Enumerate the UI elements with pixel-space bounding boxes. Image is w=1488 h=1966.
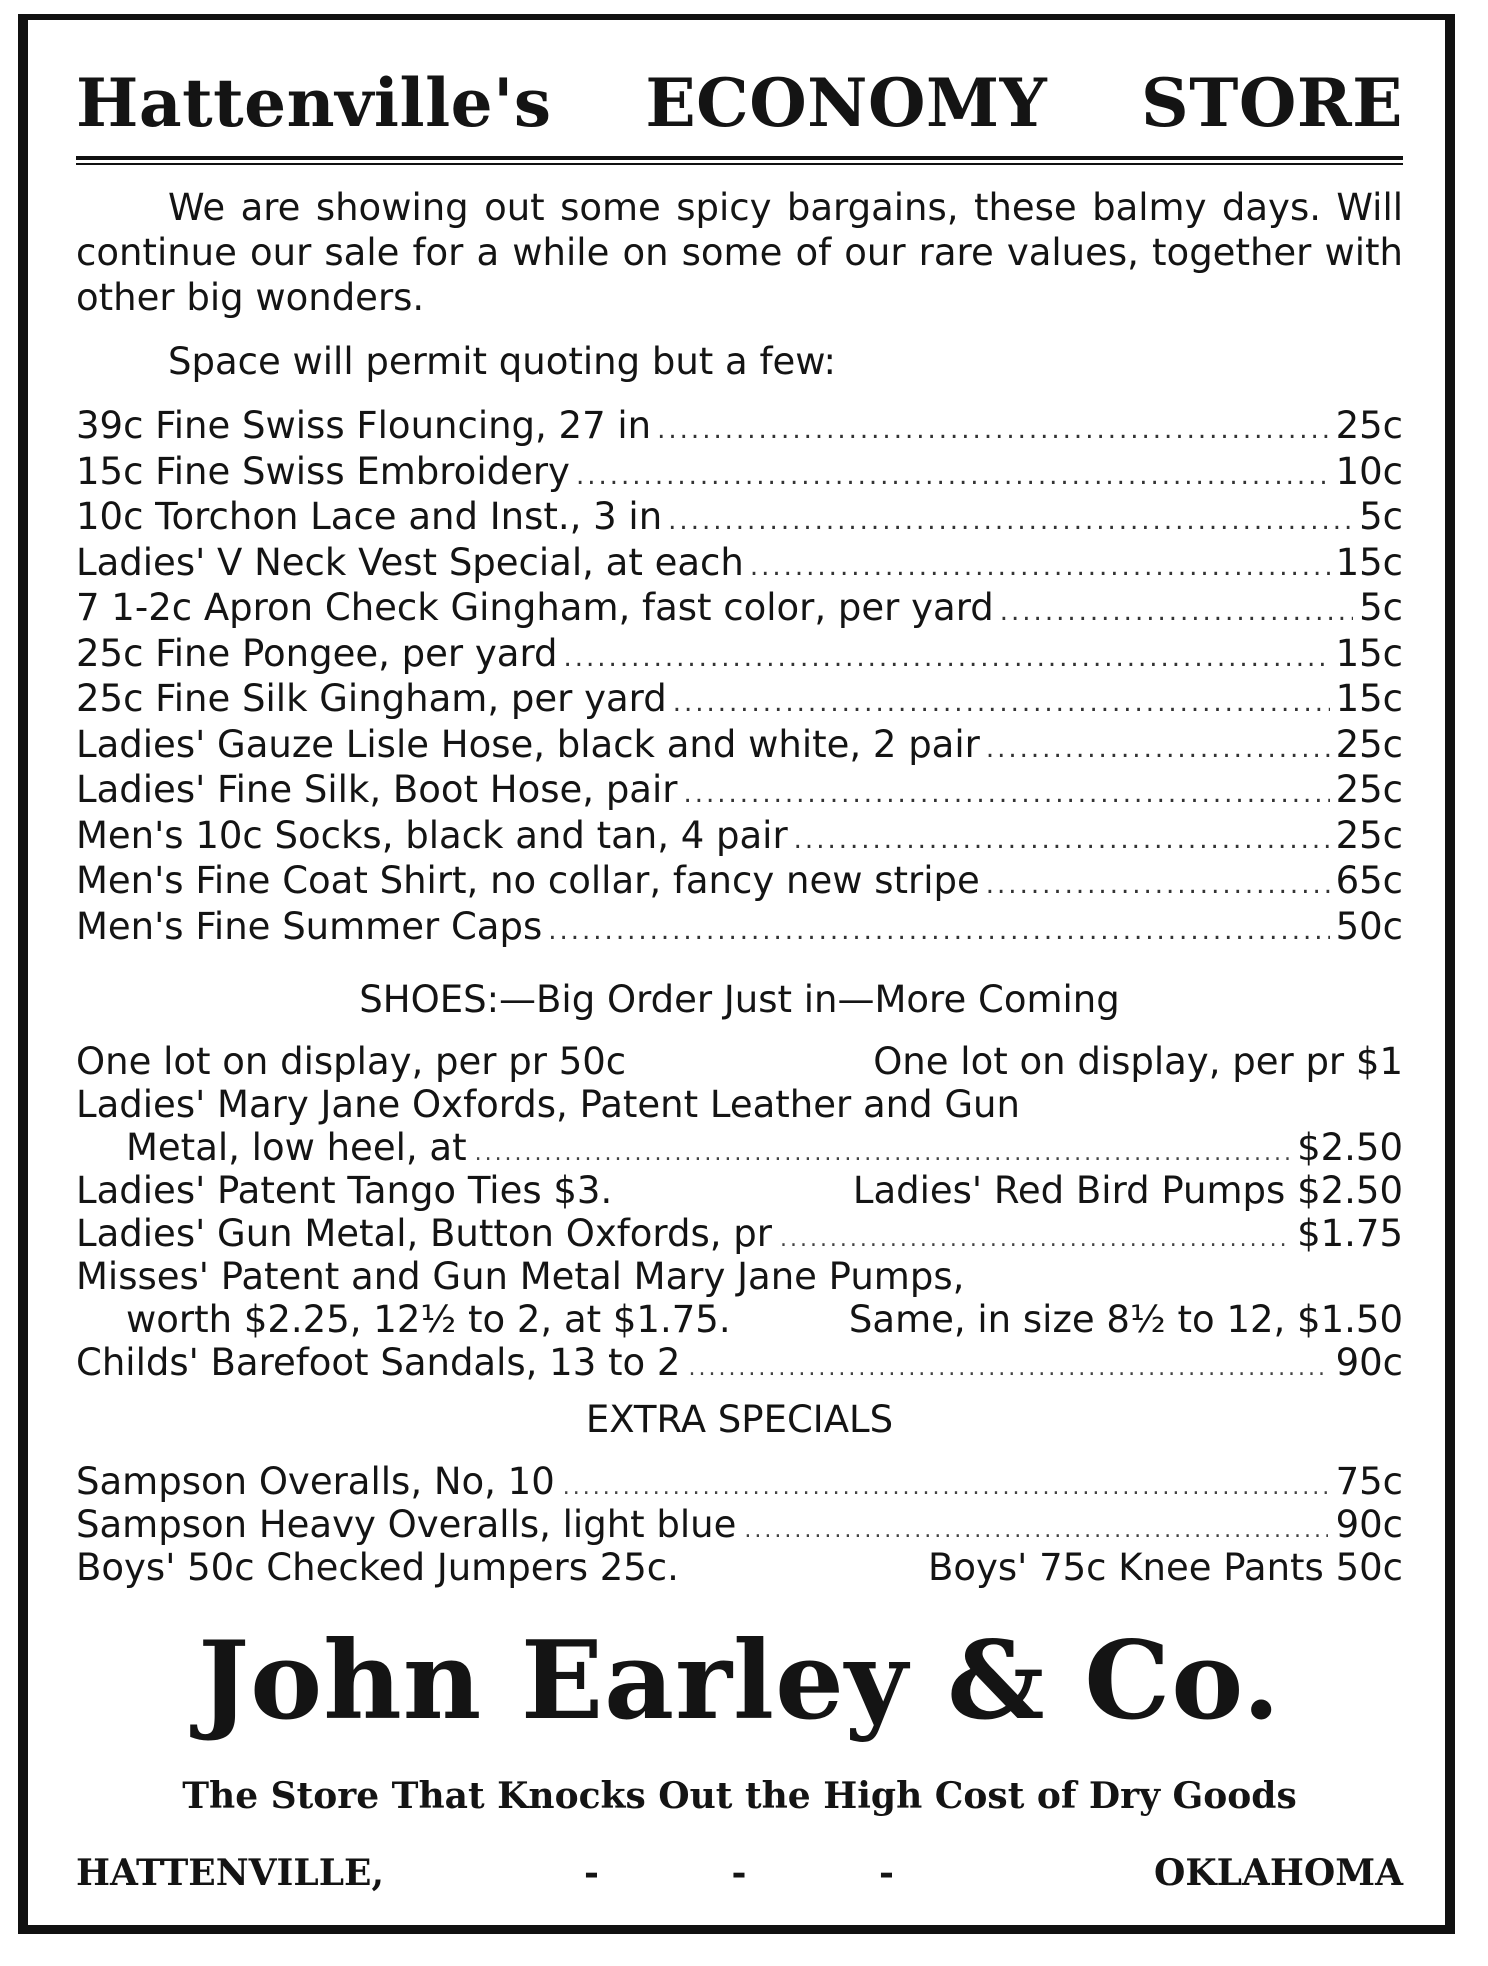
leader-dots bbox=[744, 1518, 1327, 1543]
item-name: Men's Fine Summer Caps bbox=[76, 904, 543, 948]
item-price: 10c bbox=[1335, 449, 1403, 493]
item-name: Ladies' Gauze Lisle Hose, black and white, 2 pair bbox=[76, 722, 980, 766]
heavy-overalls-line bbox=[76, 1503, 1403, 1546]
item-name: 10c Torchon Lace and Inst., 3 in bbox=[76, 495, 663, 538]
leader-dots bbox=[668, 506, 1353, 536]
leader-dots bbox=[683, 779, 1329, 809]
mary-jane-line1: Ladies' Mary Jane Oxfords, Patent Leather and Gun bbox=[76, 1083, 1020, 1126]
mary-jane-line2 bbox=[76, 1126, 1403, 1169]
overalls-line bbox=[76, 1460, 1403, 1503]
item-name: Men's Fine Coat Shirt, no collar, fancy new stripe bbox=[76, 859, 980, 902]
item-name: 25c Fine Silk Gingham, per yard bbox=[76, 677, 667, 720]
list-item bbox=[76, 632, 1403, 678]
heavy-overalls-text: Sampson Heavy Overalls, light blue bbox=[76, 1503, 737, 1546]
tango-right: Ladies' Red Bird Pumps $2.50 bbox=[852, 1169, 1403, 1212]
sandals-line bbox=[76, 1341, 1403, 1384]
item-name: 25c Fine Pongee, per yard bbox=[76, 631, 558, 675]
misses-line2 bbox=[76, 1298, 1403, 1341]
extras-section bbox=[76, 1460, 1403, 1589]
headline bbox=[76, 64, 1403, 142]
item-price: 50c bbox=[1335, 904, 1403, 948]
boys-line bbox=[76, 1546, 1403, 1589]
list-item bbox=[76, 586, 1403, 632]
item-price: 15c bbox=[1335, 540, 1403, 584]
footer-separator: - - - bbox=[584, 1852, 954, 1894]
misses-line1: Misses' Patent and Gun Metal Mary Jane Pumps, bbox=[76, 1255, 965, 1298]
list-item bbox=[76, 404, 1403, 450]
overalls-text: Sampson Overalls, No, 10 bbox=[76, 1460, 555, 1503]
footer-state: OKLAHOMA bbox=[1153, 1852, 1403, 1894]
leader-dots bbox=[780, 1227, 1289, 1252]
list-item bbox=[76, 905, 1403, 951]
item-name: 39c Fine Swiss Flouncing, 27 in bbox=[76, 404, 652, 447]
button-oxfords-price: $1.75 bbox=[1297, 1212, 1403, 1255]
list-item bbox=[76, 677, 1403, 723]
list-item bbox=[76, 495, 1403, 541]
sandals-price: 90c bbox=[1335, 1341, 1403, 1384]
item-price: 25c bbox=[1335, 722, 1403, 766]
button-oxfords-text: Ladies' Gun Metal, Button Oxfords, pr bbox=[76, 1212, 772, 1255]
list-item bbox=[76, 814, 1403, 860]
heavy-overalls-price: 90c bbox=[1335, 1503, 1403, 1546]
tango-left: Ladies' Patent Tango Ties $3. bbox=[76, 1169, 613, 1212]
leader-dots bbox=[475, 1141, 1289, 1166]
advertisement-frame bbox=[18, 14, 1455, 1934]
item-price: 25c bbox=[1335, 768, 1403, 811]
knee-pants-text: Boys' 75c Knee Pants 50c bbox=[927, 1546, 1403, 1589]
display-left: One lot on display, per pr 50c bbox=[76, 1040, 627, 1083]
headline-center: ECONOMY bbox=[645, 64, 1048, 142]
item-price: 5c bbox=[1359, 586, 1403, 629]
item-price: 5c bbox=[1359, 495, 1403, 538]
advertisement-content bbox=[76, 20, 1403, 1925]
mary-jane-text: Metal, low heel, at bbox=[126, 1126, 467, 1169]
item-price: 15c bbox=[1335, 677, 1403, 720]
headline-left: Hattenville's bbox=[76, 64, 552, 142]
item-price: 25c bbox=[1335, 813, 1403, 857]
item-name: 15c Fine Swiss Embroidery bbox=[76, 449, 570, 493]
leader-dots bbox=[986, 870, 1330, 900]
intro-paragraph: We are showing out some spicy bargains, these balmy days. Will continue our sale for a while on some of our rare values, together with other big wonders. bbox=[76, 186, 1403, 319]
shoes-section bbox=[76, 1040, 1403, 1384]
leader-dots bbox=[688, 1356, 1327, 1381]
leader-dots bbox=[576, 461, 1330, 491]
list-item bbox=[76, 723, 1403, 769]
item-price: 25c bbox=[1335, 404, 1403, 447]
leader-dots bbox=[1000, 597, 1353, 627]
item-price: 15c bbox=[1335, 631, 1403, 675]
company-name: John Earley & Co. bbox=[198, 1618, 1281, 1744]
item-name: Ladies' V Neck Vest Special, at each bbox=[76, 540, 744, 584]
price-list bbox=[76, 404, 1403, 950]
leader-dots bbox=[750, 552, 1330, 582]
misses-right: Same, in size 8½ to 12, $1.50 bbox=[848, 1298, 1403, 1341]
item-price: 65c bbox=[1335, 859, 1403, 902]
sandals-text: Childs' Barefoot Sandals, 13 to 2 bbox=[76, 1341, 681, 1384]
display-line bbox=[76, 1040, 1403, 1083]
footer-city: HATTENVILLE, bbox=[76, 1852, 384, 1894]
tango-line bbox=[76, 1169, 1403, 1212]
leader-dots bbox=[657, 415, 1329, 445]
misses-left: worth $2.25, 12½ to 2, at $1.75. bbox=[126, 1298, 731, 1341]
leader-dots bbox=[563, 1475, 1328, 1500]
item-name: Men's 10c Socks, black and tan, 4 pair bbox=[76, 813, 788, 857]
leader-dots bbox=[986, 734, 1330, 764]
list-item bbox=[76, 768, 1403, 814]
item-name: Ladies' Fine Silk, Boot Hose, pair bbox=[76, 768, 678, 811]
overalls-price: 75c bbox=[1335, 1460, 1403, 1503]
footer bbox=[76, 1852, 1403, 1894]
leader-dots bbox=[794, 825, 1330, 855]
leader-dots bbox=[564, 643, 1330, 673]
tagline: The Store That Knocks Out the High Cost of Dry Goods bbox=[182, 1775, 1297, 1817]
jumpers-text: Boys' 50c Checked Jumpers 25c. bbox=[76, 1546, 679, 1589]
list-item bbox=[76, 541, 1403, 587]
display-right: One lot on display, per pr $1 bbox=[873, 1040, 1403, 1083]
space-line: Space will permit quoting but a few: bbox=[168, 340, 836, 383]
extras-heading: EXTRA SPECIALS bbox=[585, 1398, 894, 1441]
headline-rule bbox=[76, 156, 1403, 165]
list-item bbox=[76, 859, 1403, 905]
leader-dots bbox=[548, 916, 1329, 946]
list-item bbox=[76, 450, 1403, 496]
leader-dots bbox=[673, 688, 1330, 718]
button-oxfords-line bbox=[76, 1212, 1403, 1255]
shoes-heading: SHOES:—Big Order Just in—More Coming bbox=[359, 978, 1120, 1021]
mary-jane-price: $2.50 bbox=[1297, 1126, 1403, 1169]
headline-right: STORE bbox=[1141, 64, 1403, 142]
item-name: 7 1-2c Apron Check Gingham, fast color, per yard bbox=[76, 586, 994, 629]
